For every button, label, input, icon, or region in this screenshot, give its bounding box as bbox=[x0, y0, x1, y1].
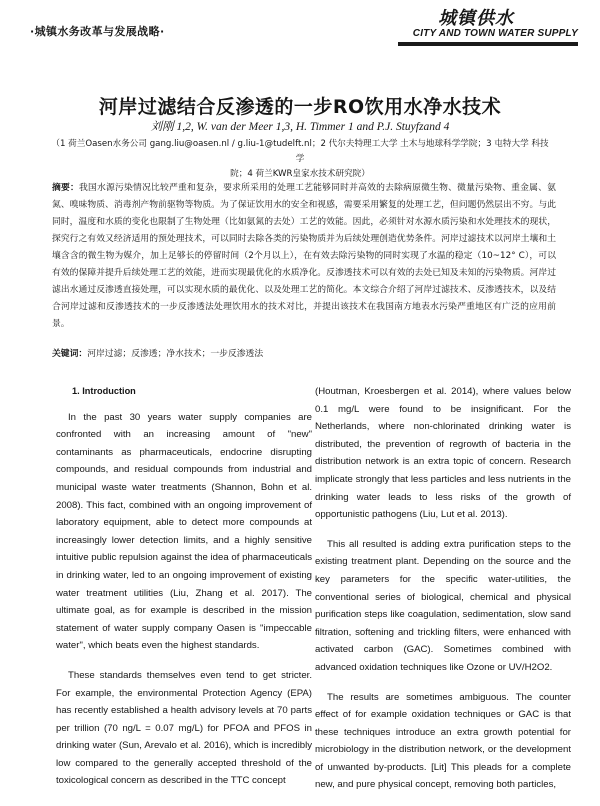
keywords-label: 关键词： bbox=[52, 349, 88, 359]
author-list: 刘刚 1,2, W. van der Meer 1,3, H. Timmer 1 and P.J. Stuyfzand 4 bbox=[150, 121, 450, 133]
paragraph: (Houtman, Kroesbergen et al. 2014), where values below 0.1 mg/L were found to be insignificant. For the Netherlands, where non-chlorinated drinking water is distributed, the prevention of regrowth of bacteria in the distribution network is an extra topic of concern. Research implicate strongly that less particles and less nutrients in the drinking water leads to less risks of the growth of opportunistic pathogens (Liu, Lut et al. 2013). bbox=[315, 386, 571, 521]
abstract-label: 摘要： bbox=[52, 183, 80, 193]
journal-section-header: ·城镇水务改革与发展战略· bbox=[30, 25, 165, 38]
logo-chinese-title: 城镇供水 bbox=[438, 8, 514, 29]
body-column-left bbox=[56, 383, 312, 802]
paragraph: The results are sometimes ambiguous. The counter effect of for example oxidation techniques or GAC is that these techniques introduce an extra growth potential for microbiology in the distribution network, or the development of unwanted by-products. [Lit] This pleads for a complete new, and pure physical concept, removing both particles, bbox=[315, 691, 571, 791]
keywords bbox=[52, 346, 556, 359]
abstract-text: 我国水源污染情况比较严重和复杂，要求所采用的处理工艺能够同时并高效的去除病原微生物、微量污染物、重金属、氨氮、嗅味物质、消毒剂产物前驱物等物质。为了保证饮用水的安全和视感，需要采用繁复的处理工艺，但问题仍然层出不穷。与此同时，温度和水质的变化也限制了生物处理（比如氨氮的去处）工艺的效能。因此，必须针对水源水质污染和水处理技术的现状，探究行之有效又经济适用的预处理技术，可以同时去除各类的污染物质并为后续处理创造优势条件。河岸过滤技术以河岸土壤和土壤含含的微生物为媒介，加上足够长的停留时间（2个月以上），在有效去除污染物的同时实现了水温的稳定（10~12° C），可以有效的保障并提升后续处理工艺的效能，进而实现最优化的水质净化。反渗透技术可以有效的去处已知及未知的污染物质。河岸过滤出水通过反渗透直接处理，可以实现水质的最优化、以及处理工艺的简化。本文综合介绍了河岸过滤技术、反渗透技术，以及结合河岸过滤和反渗透技术的一步反渗透法处理饮用水的技术对比，并提出该技术在我国南方地表水污染严重地区有广泛的应用前景。 bbox=[52, 183, 556, 329]
journal-logo bbox=[398, 4, 578, 50]
body-column-right bbox=[315, 383, 571, 806]
paragraph: These standards themselves even tend to get stricter. For example, the environmental Protection Agency (EPA) has recently established a health advisory levels at 70 parts per trillion (70 ng/L = 0.07 mg/L) for PFOA and PFOS in drinking water (Sun, Arevalo et al. 2016), which is incredibly low compared to the generally accepted threshold of the toxicological concern as described in the TTC concept bbox=[56, 669, 312, 787]
keywords-text: 河岸过滤；反渗透；净水技术；一步反渗透法 bbox=[87, 349, 264, 359]
affiliation-line-2: 院；4 荷兰KWR皇家水技术研究院） bbox=[230, 169, 370, 179]
affiliations bbox=[50, 137, 550, 182]
affiliation-line-1: （1 荷兰Oasen水务公司 gang.liu@oasen.nl / g.liu-1@tudelft.nl；2 代尔夫特理工大学 土木与地球科学学院；3 屯特大学 科技学 bbox=[51, 139, 549, 164]
section-heading: 1. Introduction bbox=[72, 386, 136, 396]
paragraph: In the past 30 years water supply companies are confronted with an increasing amount of "new" contaminants as pharmaceuticals, endocrine disrupting compounds, and residual compounds from industrial and municipal waste water treatments (Shannon, Bohn et al. 2008). This fact, combined with an ongoing improvement of laboratory equipment, able to detect more compounds at increasingly lower detection limits, and a highly sensitive intuitive public repulsion against the idea of pharmaceuticals in drinking water, led to an ongoing improvement of existing water treatment utilities (Liu, Zhang et al. 2017). The ultimate goal, as for example is described in the mission statement of water supply company Oasen is "impeccable water", which beats even the highest standards. bbox=[56, 411, 312, 652]
paper-title: 河岸过滤结合反渗透的一步RO饮用水净水技术 bbox=[98, 96, 502, 118]
paragraph: This all resulted is adding extra purification steps to the existing treatment plant. Depending on the source and the key parameters for the specific water-utilities, the conventional series of biological, chemical and physical purification steps like coagulation, sedimentation, slow sand filtration, softening and trickling filters, were enhanced with activated carbon (GAC). Sometimes combined with advanced oxidation techniques like Ozone or UV/H2O2. bbox=[315, 538, 571, 673]
logo-underline bbox=[398, 42, 578, 46]
abstract bbox=[52, 180, 556, 333]
logo-english-title: CITY AND TOWN WATER SUPPLY bbox=[412, 28, 578, 39]
